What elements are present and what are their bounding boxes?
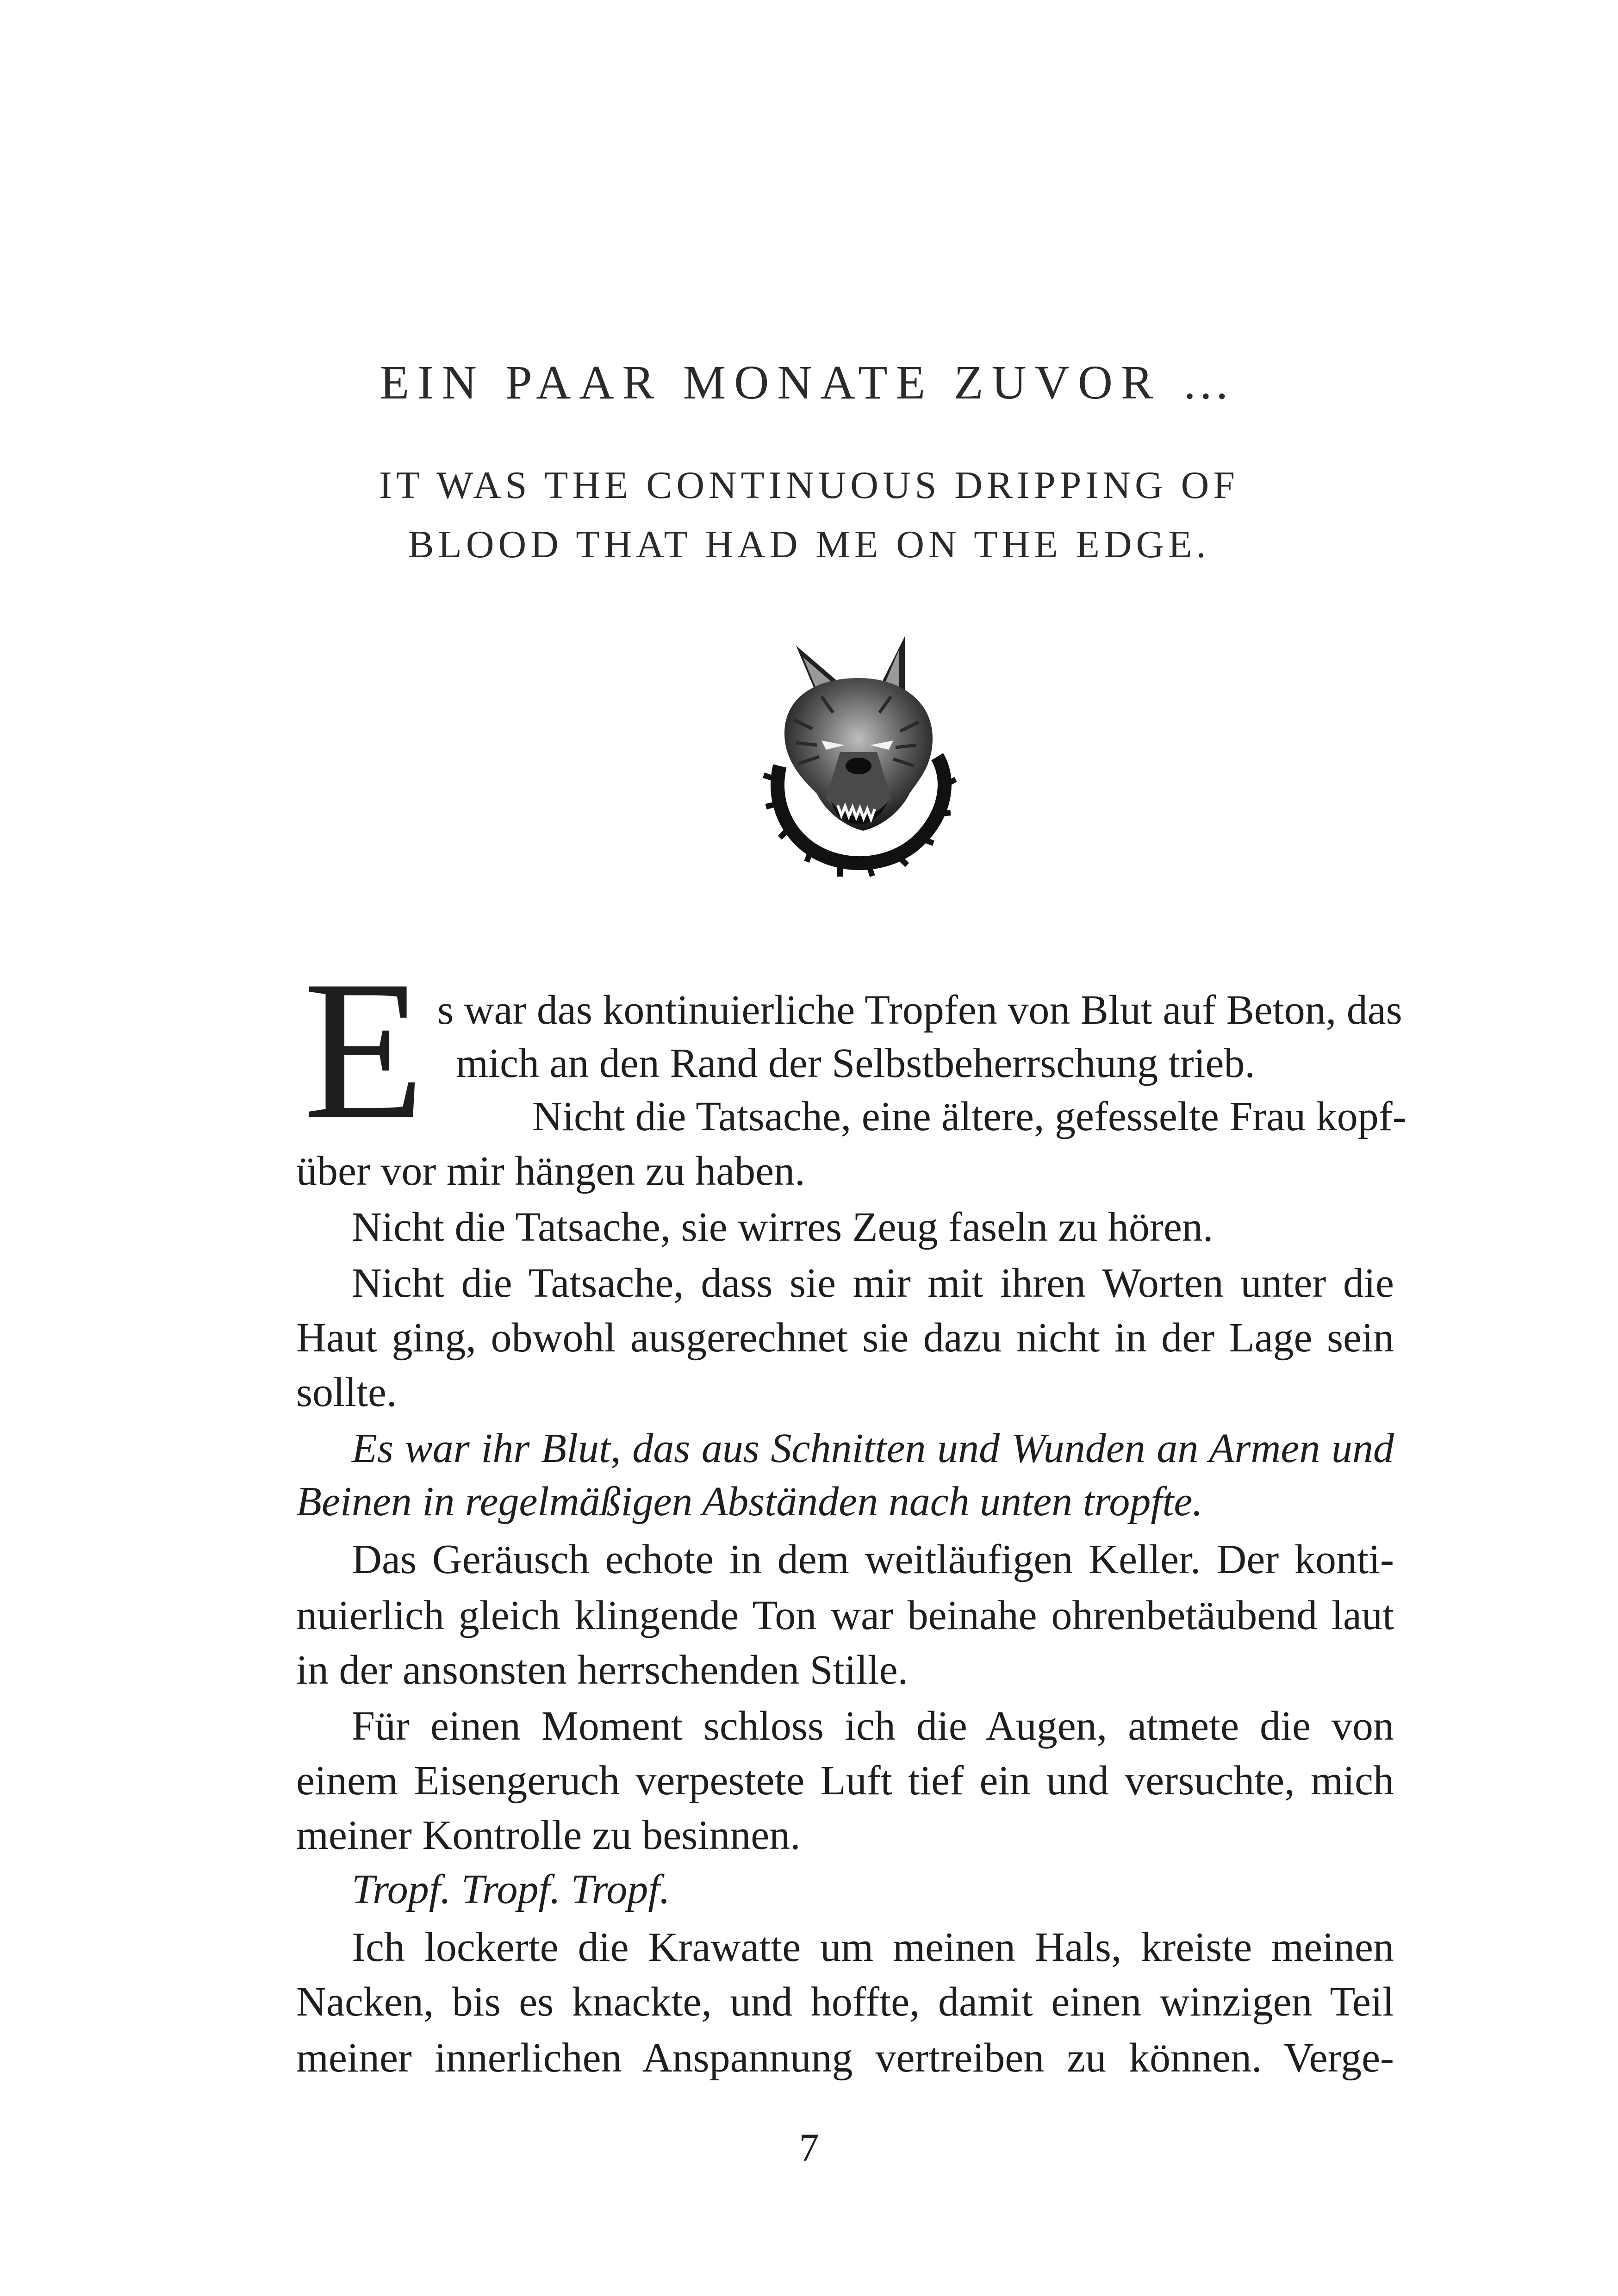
chapter-title: EIN PAAR MONATE ZUVOR … (380, 356, 1238, 409)
text-line: Beinen in regelmäßigen Abständen nach unten tropfte. (296, 1479, 1203, 1524)
text-line: sollte. (296, 1369, 397, 1415)
text-line: in der ansonsten herrschenden Stille. (296, 1647, 909, 1693)
text-line: Nacken, bis es knackte, und hoffte, damit einen winzigen Teil (296, 1979, 1394, 2025)
text-line: Nicht die Tatsache, eine ältere, gefesselte Frau kopf- (532, 1094, 1406, 1139)
epigraph (0, 456, 1618, 574)
text-line: meiner Kontrolle zu besinnen. (296, 1812, 801, 1858)
text-line: meiner innerlichen Anspannung vertreiben zu können. Verge- (296, 2035, 1394, 2081)
text-line: über vor mir hängen zu haben. (296, 1148, 805, 1194)
text-line: Nicht die Tatsache, sie wirres Zeug faseln zu hören. (352, 1204, 1214, 1250)
text-line: s war das kontinuierliche Tropfen von Blut auf Beton, das (437, 987, 1402, 1033)
wolf-head-icon (752, 627, 965, 877)
text-line: Es war ihr Blut, das aus Schnitten und Wunden an Armen und (352, 1425, 1394, 1471)
text-line: Nicht die Tatsache, dass sie mir mit ihren Worten unter die (352, 1260, 1394, 1306)
text-line: mich an den Rand der Selbstbeherrschung trieb. (456, 1040, 1256, 1086)
text-line: nuierlich gleich klingende Ton war beinahe ohrenbetäubend laut (296, 1593, 1394, 1638)
text-line: einem Eisengeruch verpestete Luft tief ein und versuchte, mich (296, 1758, 1394, 1804)
text-line: Das Geräusch echote in dem weitläufigen Keller. Der konti- (352, 1537, 1394, 1582)
epigraph-line: BLOOD THAT HAD ME ON THE EDGE. (408, 523, 1210, 566)
text-line: Ich lockerte die Krawatte um meinen Hals, kreiste meinen (352, 1924, 1394, 1970)
text-line: Für einen Moment schloss ich die Augen, atmete die von (352, 1703, 1394, 1749)
text-line: Haut ging, obwohl ausgerechnet sie dazu nicht in der Lage sein (296, 1315, 1394, 1361)
text-line: Tropf. Tropf. Tropf. (352, 1867, 670, 1912)
epigraph-line: IT WAS THE CONTINUOUS DRIPPING OF (379, 464, 1239, 507)
page-number: 7 (799, 2125, 819, 2170)
drop-cap: E (303, 940, 425, 1160)
